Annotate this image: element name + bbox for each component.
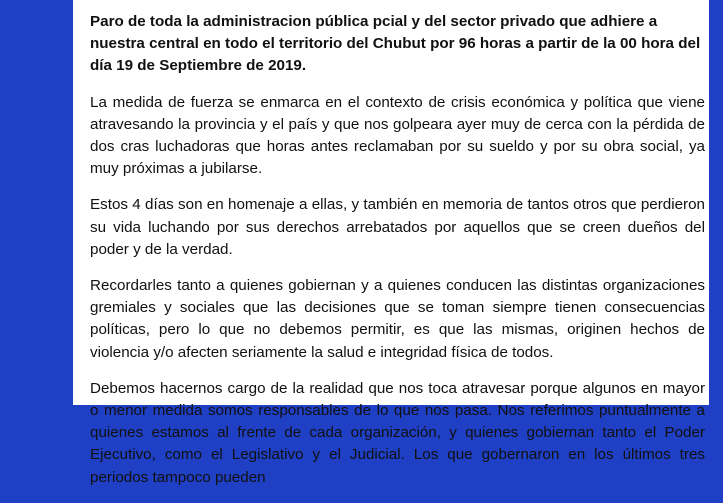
responsibility-paragraph: Debemos hacernos cargo de la realidad que nos toca atravesar porque algunos en mayor o menor medida somos responsables de lo que nos pasa. Nos referimos puntualmente a quienes estamos al frente de cada organización, y quienes gobiernan tanto el Poder Ejecutivo, como el Legislativo y el Judicial. Los que gobernaron en los últimos tres periodos tampoco pueden bbox=[90, 379, 705, 486]
context-paragraph: La medida de fuerza se enmarca en el contexto de crisis económica y política que viene atravesando la provincia y el país y que nos golpeara ayer muy de cerca con la pérdida de dos cras luchadoras que horas antes reclamaban por su sueldo y por su obra social, ya muy próximas a jubilarse. bbox=[90, 93, 705, 178]
homage-paragraph: Estos 4 días son en homenaje a ellas, y también en memoria de tantos otros que perdieron su vida luchando por sus derechos arrebatados por aquellos que se creen dueños del poder y de la verdad. bbox=[90, 196, 705, 258]
reminder-paragraph: Recordarles tanto a quienes gobiernan y a quienes conducen las distintas organizaciones gremiales y sociales que las decisiones que se toman siempre tienen consecuencias políticas, pero lo que no debemos permitir, es que las mismas, originen hechos de violencia y/o afecten seriamente la salud e integridad física de todos. bbox=[90, 277, 705, 361]
announcement-paragraph: Paro de toda la administracion pública pcial y del sector privado que adhiere a nuestra central en todo el territorio del Chubut por 96 horas a partir de la 00 hora del día 19 de Septiembre de 2019. bbox=[90, 13, 701, 75]
document-body bbox=[90, 11, 705, 503]
document-page bbox=[73, 0, 709, 486]
